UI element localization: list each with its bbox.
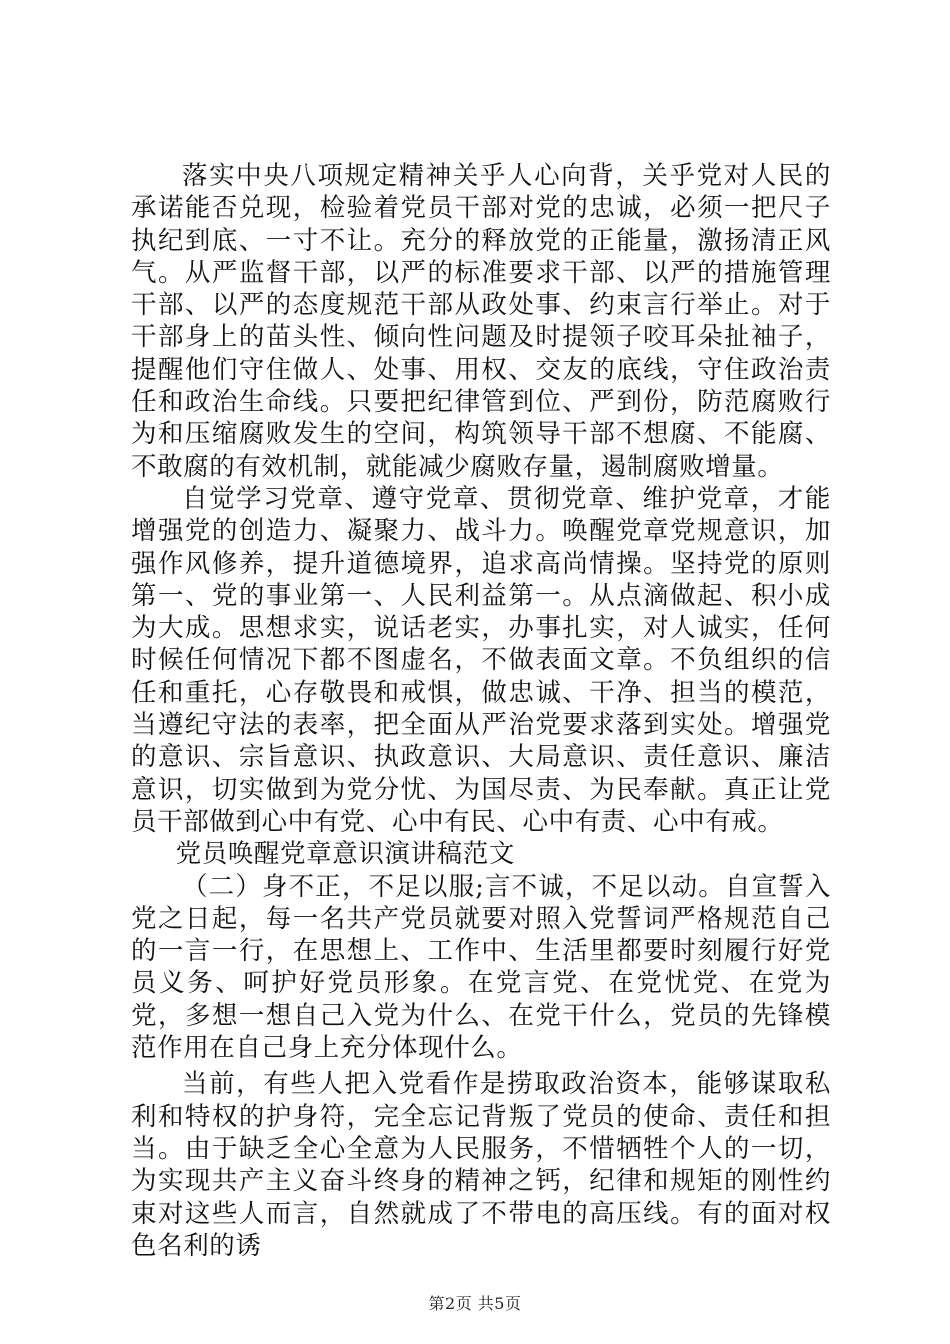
paragraph: （二）身不正，不足以服;言不诚，不足以动。自宣誓入党之日起，每一名共产党员就要对照入党誓词严格规范自己的一言一行，在思想上、工作中、生活里都要时刻履行好党员义务、呵护好党员形象。在党言党、在党忧党、在党为党，多想一想自己入党为什么、在党干什么，党员的先锋模范作用在自己身上充分体现什么。 [131, 871, 831, 1064]
page-number-footer: 第2页 共5页 [428, 1294, 522, 1313]
section-title: 党员唤醒党章意识演讲稿范文 [175, 839, 515, 870]
paragraph: 自觉学习党章、遵守党章、贯彻党章、维护党章，才能增强党的创造力、凝聚力、战斗力。唤醒党章党规意识，加强作风修养，提升道德境界，追求高尚情操。坚持党的原则第一、党的事业第一、人民利益第一。从点滴做起、积小成为大成。思想求实，说话老实，办事扎实，对人诚实，任何时候任何情况下都不图虚名，不做表面文章。不负组织的信任和重托，心存敬畏和戒惧，做忠诚、干净、担当的模范，当遵纪守法的表率，把全面从严治党要求落到实处。增强党的意识、宗旨意识、执政意识、大局意识、责任意识、廉洁意识，切实做到为党分忧、为国尽责、为民奉献。真正让党员干部做到心中有党、心中有民、心中有责、心中有戒。 [131, 483, 831, 837]
paragraph: 当前，有些人把入党看作是捞取政治资本，能够谋取私利和特权的护身符，完全忘记背叛了党员的使命、责任和担当。由于缺乏全心全意为人民服务，不惜牺牲个人的一切，为实现共产主义奋斗终身的精神之钙，纪律和规矩的刚性约束对这些人而言，自然就成了不带电的高压线。有的面对权色名利的诱 [131, 1069, 831, 1261]
paragraph: 落实中央八项规定精神关乎人心向背，关乎党对人民的承诺能否兑现，检验着党员干部对党的忠诚，必须一把尺子执纪到底、一寸不让。充分的释放党的正能量，激扬清正风气。从严监督干部，以严的标准要求干部、以严的措施管理干部、以严的态度规范干部从政处事、约束言行举止。对于干部身上的苗头性、倾向性问题及时提领子咬耳朵扯袖子，提醒他们守住做人、处事、用权、交友的底线，守住政治责任和政治生命线。只要把纪律管到位、严到份，防范腐败行为和压缩腐败发生的空间，构筑领导干部不想腐、不能腐、不敢腐的有效机制，就能减少腐败存量，遏制腐败增量。 [131, 161, 831, 482]
document-body [131, 160, 831, 1262]
